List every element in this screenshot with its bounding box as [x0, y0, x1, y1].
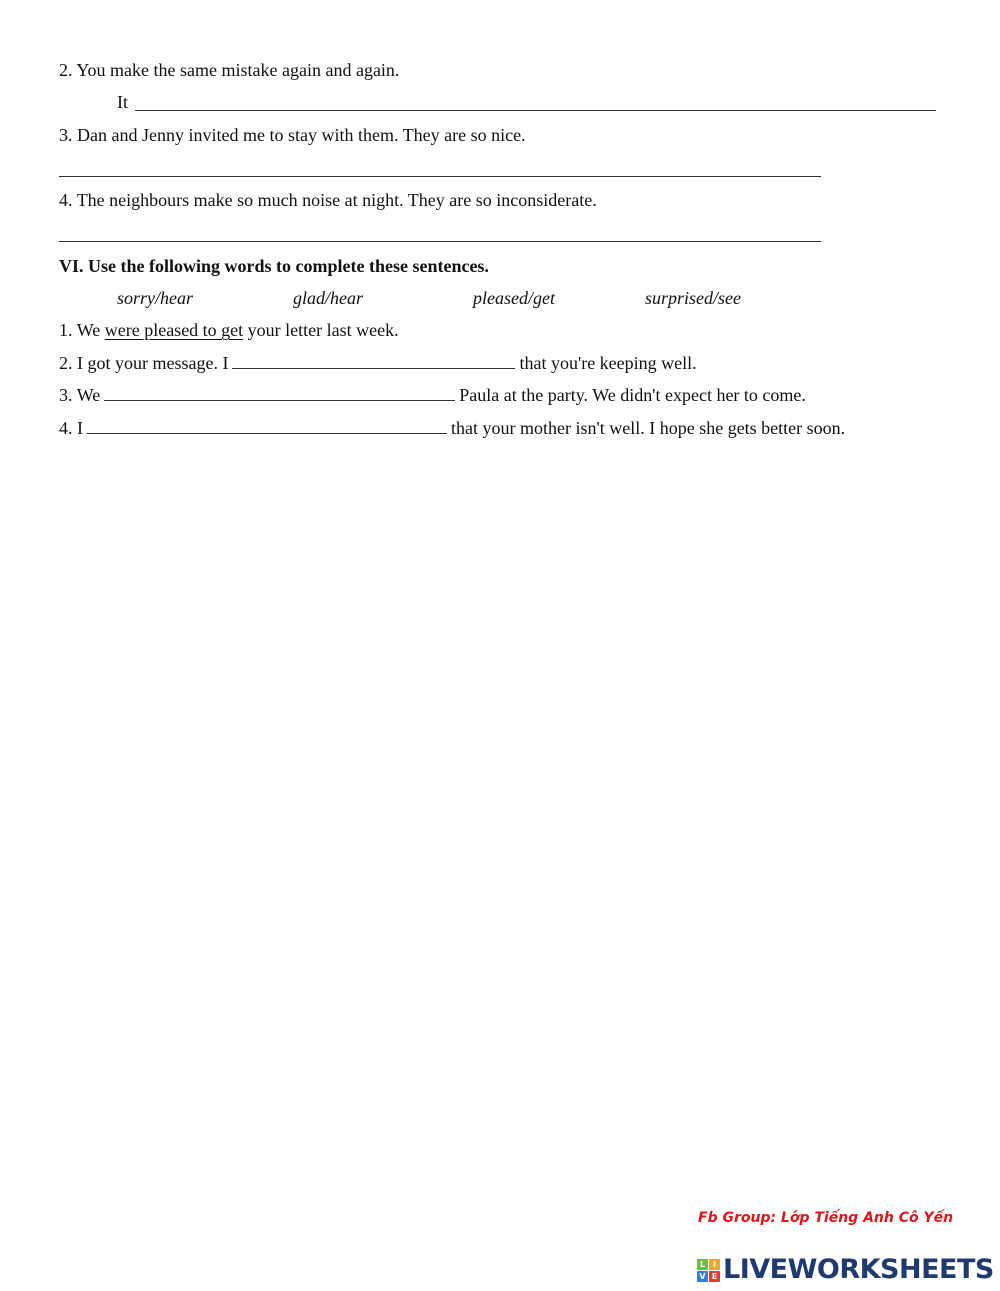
liveworksheets-logo[interactable]	[697, 1254, 994, 1286]
word-bank-item: surprised/see	[645, 288, 741, 308]
question-after: that your mother isn't well. I hope she gets better soon.	[451, 418, 846, 438]
answer-line-4[interactable]	[59, 241, 821, 242]
question-prompt: The neighbours make so much noise at night. They are so inconsiderate.	[76, 190, 597, 210]
answer-blank[interactable]	[87, 417, 447, 434]
question-number: 1.	[59, 320, 73, 340]
logo-icon	[697, 1259, 720, 1282]
question-4	[59, 189, 597, 211]
question-before: I got your message. I	[77, 353, 229, 373]
answer-line-3[interactable]	[59, 176, 821, 177]
question-number: 3.	[59, 125, 73, 145]
question-number: 2.	[59, 60, 73, 80]
word-bank-item: pleased/get	[473, 288, 555, 308]
answer-prefix: It	[117, 92, 128, 112]
question-after: your letter last week.	[247, 320, 399, 340]
section-vi-heading: VI. Use the following words to complete these sentences.	[59, 256, 489, 276]
answer-blank[interactable]	[104, 384, 455, 401]
question-after: Paula at the party. We didn't expect her to come.	[459, 385, 806, 405]
answer-line-2[interactable]	[135, 110, 936, 111]
question-after: that you're keeping well.	[519, 353, 697, 373]
word-bank-item: sorry/hear	[117, 288, 193, 308]
question-number: 4.	[59, 418, 73, 438]
question-before: I	[77, 418, 83, 438]
vi-question-3	[59, 384, 806, 406]
question-number: 4.	[59, 190, 73, 210]
logo-wordmark: LIVEWORKSHEETS	[723, 1254, 994, 1285]
fb-group-label: Fb Group: Lớp Tiếng Anh Cô Yến	[698, 1210, 954, 1226]
question-prompt: Dan and Jenny invited me to stay with them. They are so nice.	[77, 125, 526, 145]
word-bank-item: glad/hear	[293, 288, 363, 308]
question-number: 2.	[59, 353, 73, 373]
example-answer: were pleased to get	[104, 320, 244, 340]
logo-cell-l: L	[697, 1259, 708, 1270]
vi-question-2	[59, 352, 697, 374]
question-3	[59, 124, 526, 146]
vi-question-4	[59, 417, 845, 439]
question-number: 3.	[59, 385, 73, 405]
answer-blank[interactable]	[232, 352, 515, 369]
logo-cell-v: V	[697, 1271, 708, 1282]
question-before: We	[76, 385, 101, 405]
question-2	[59, 59, 399, 81]
logo-cell-i: I	[709, 1259, 720, 1270]
logo-cell-e: E	[709, 1271, 720, 1282]
vi-question-1	[59, 319, 399, 341]
question-prompt: You make the same mistake again and again.	[76, 60, 400, 80]
question-before: We	[76, 320, 101, 340]
